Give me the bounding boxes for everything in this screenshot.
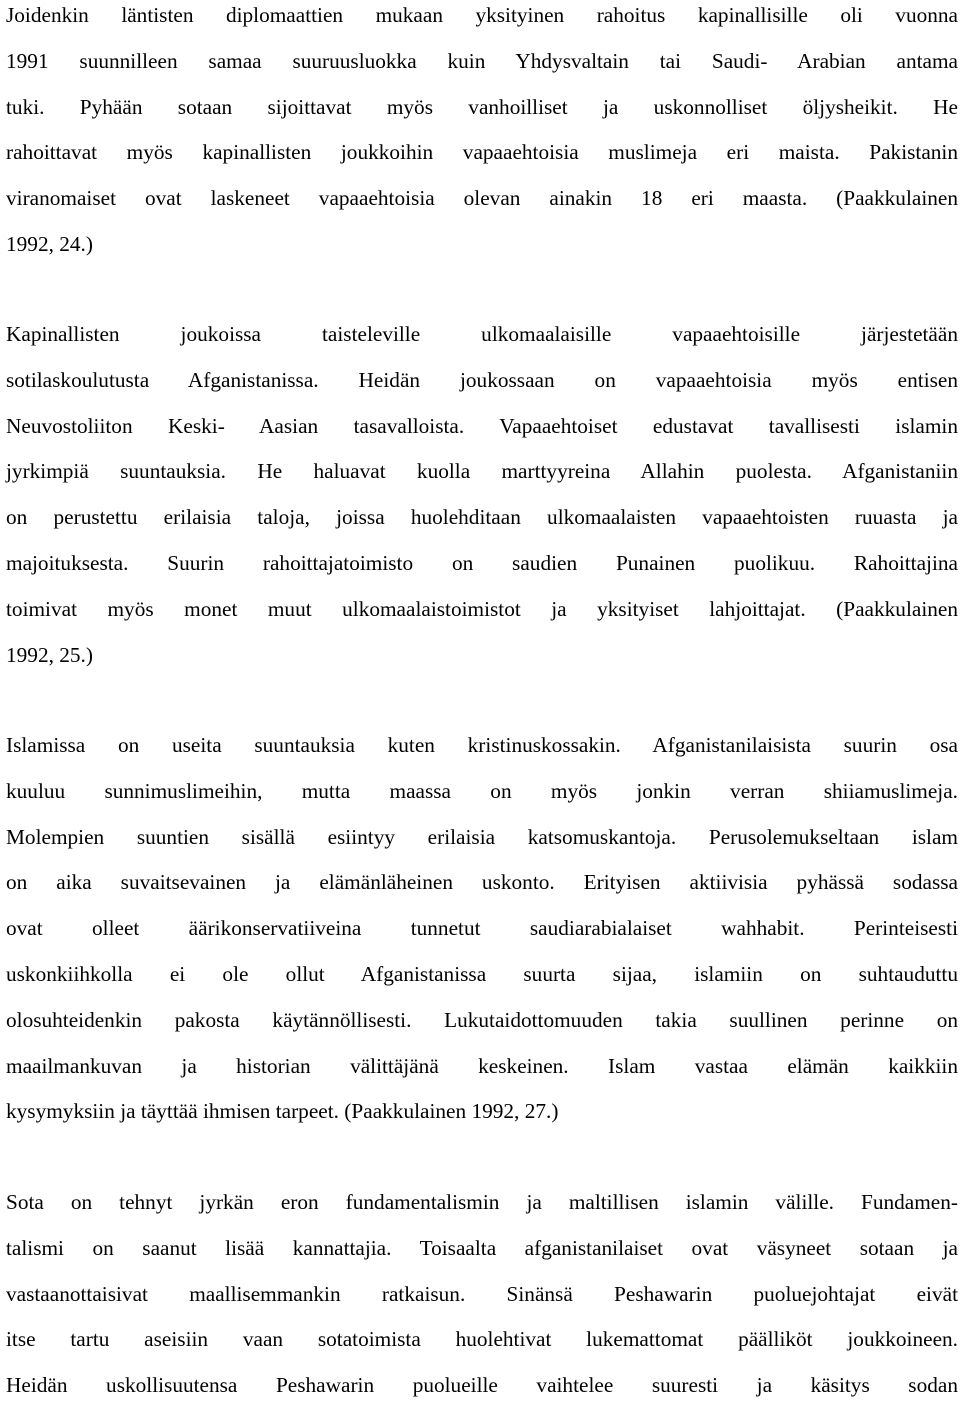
text-line: majoituksesta. Suurin rahoittajatoimisto on saudien Punainen puolikuu. Rahoittajina <box>6 550 958 575</box>
text-line: ovat olleet äärikonservatiiveina tunnetut saudiarabialaiset wahhabit. Perinteisesti <box>6 916 958 941</box>
text-line: talismi on saanut lisää kannattajia. Toisaalta afganistanilaiset ovat väsyneet sotaan ja <box>6 1235 958 1260</box>
text-line: kysymyksiin ja täyttää ihmisen tarpeet. (Paakkulainen 1992, 27.) <box>6 1099 559 1124</box>
text-line: toimivat myös monet muut ulkomaalaistoimistot ja yksityiset lahjoittajat. (Paakkulainen <box>6 596 958 621</box>
text-line: itse tartu aseisiin vaan sotatoimista huolehtivat lukemattomat päälliköt joukkoineen. <box>6 1327 958 1352</box>
text-line: Sota on tehnyt jyrkän eron fundamentalismin ja maltillisen islamin välille. Fundamen- <box>6 1190 958 1214</box>
paragraph-private-funding <box>6 1 958 276</box>
text-line: Molempien suuntien sisällä esiintyy erilaisia katsomuskantoja. Perusolemukseltaan islam <box>6 824 958 849</box>
text-line: Kapinallisten joukoissa taisteleville ulkomaalaisille vapaaehtoisille järjestetään <box>6 322 958 346</box>
text-line: uskonkiihkolla ei ole ollut Afganistanissa suurta sijaa, islamiin on suhtauduttu <box>6 961 958 986</box>
text-line: viranomaiset ovat laskeneet vapaaehtoisia olevan ainakin 18 eri maasta. (Paakkulainen <box>6 186 958 211</box>
text-line: Islamissa on useita suuntauksia kuten kristinuskossakin. Afganistanilaisista suurin osa <box>6 733 958 757</box>
text-line: olosuhteidenkin pakosta käytännöllisesti. Lukutaidottomuuden takia suullinen perinne on <box>6 1007 958 1032</box>
text-line: tuki. Pyhään sotaan sijoittavat myös vanhoilliset ja uskonnolliset öljysheikit. He <box>6 94 958 119</box>
paragraph-fundamentalism <box>6 1188 958 1402</box>
paragraph-foreign-volunteers <box>6 320 958 686</box>
text-line: vastaanottaisivat maallisemmankin ratkaisun. Sinänsä Peshawarin puoluejohtajat eivät <box>6 1281 958 1306</box>
text-line: Neuvostoliiton Keski- Aasian tasavalloista. Vapaaehtoiset edustavat tavallisesti islamin <box>6 413 958 438</box>
text-line: sotilaskoulutusta Afganistanissa. Heidän joukossaan on vapaaehtoisia myös entisen <box>6 367 958 392</box>
text-line: on perustettu erilaisia taloja, joissa huolehditaan ulkomaalaisten vapaaehtoisten ruuasta ja <box>6 505 958 530</box>
paragraph-islam-directions <box>6 731 958 1143</box>
text-line: 1992, 25.) <box>6 642 93 667</box>
text-line: Heidän uskollisuutensa Peshawarin puolueille vaihtelee suuresti ja käsitys sodan <box>6 1373 958 1398</box>
text-line: on aika suvaitsevainen ja elämänläheinen uskonto. Erityisen aktiivisia pyhässä sodassa <box>6 870 958 895</box>
text-line: Joidenkin läntisten diplomaattien mukaan yksityinen rahoitus kapinallisille oli vuonna <box>6 3 958 27</box>
text-line: jyrkimpiä suuntauksia. He haluavat kuolla marttyyreina Allahin puolesta. Afganistaniin <box>6 459 958 484</box>
text-line: 1992, 24.) <box>6 231 93 256</box>
text-line: rahoittavat myös kapinallisten joukkoihin vapaaehtoisia muslimeja eri maista. Pakistanin <box>6 140 958 165</box>
text-line: maailmankuvan ja historian välittäjänä keskeinen. Islam vastaa elämän kaikkiin <box>6 1053 958 1078</box>
text-line: kuuluu sunnimuslimeihin, mutta maassa on myös jonkin verran shiiamuslimeja. <box>6 778 958 803</box>
text-line: 1991 suunnilleen samaa suuruusluokka kuin Yhdysvaltain tai Saudi- Arabian antama <box>6 48 958 73</box>
